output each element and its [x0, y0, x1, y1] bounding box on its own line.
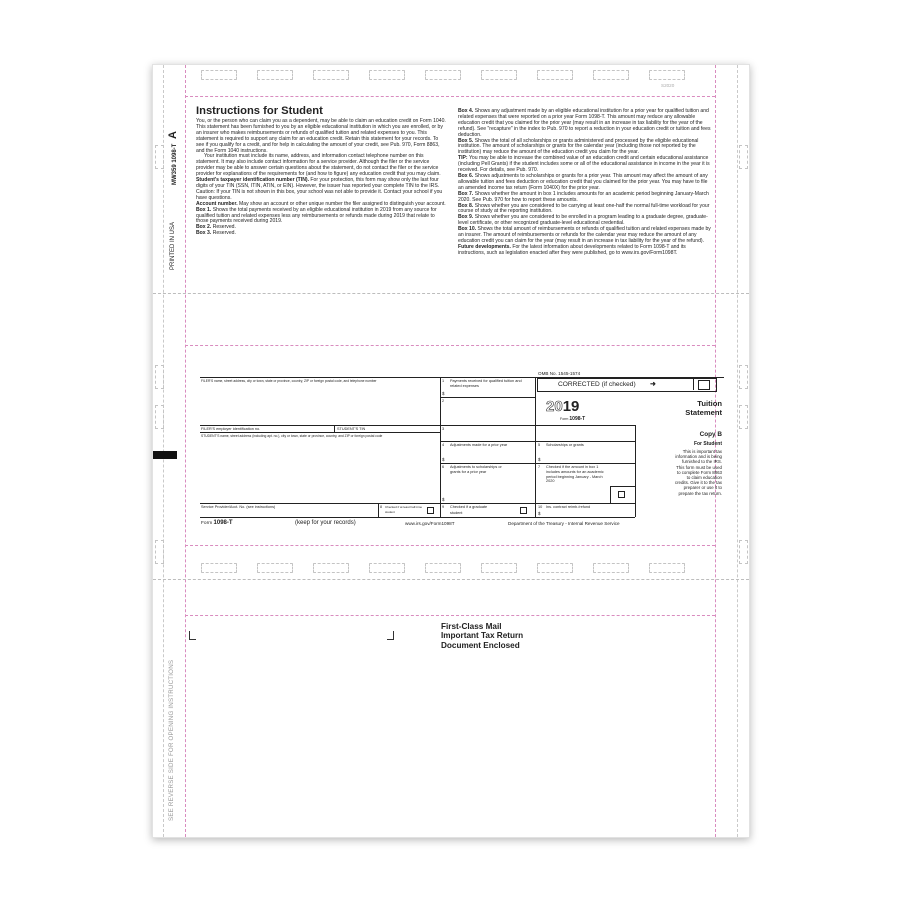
instruction-paragraph-text: Shows the total payments received by an eligible educational institution in 2019 from any source for qualified tuition and related expenses less any reimbursements or refunds made during 2019 that relate to those payments received during 2019.	[196, 206, 437, 225]
side-form-id-text: MW359 1098-T	[172, 143, 178, 185]
box-1-number: 1	[442, 379, 445, 383]
copy-letter: A	[167, 131, 179, 139]
footer-url: www.irs.gov/Form1098T	[405, 521, 455, 526]
tax-year-prefix: 20	[546, 398, 563, 415]
instruction-paragraph-heading: Box 1.	[196, 206, 212, 213]
feed-slot	[593, 70, 629, 80]
box-4-label: Adjustments made for a prior year	[450, 443, 508, 447]
form-code: S2020	[661, 83, 675, 88]
instruction-paragraph	[458, 227, 712, 245]
instruction-paragraph-heading: Box 2.	[196, 224, 212, 231]
instruction-paragraph-text: Shows whether you are considered to be carrying at least one-half the normal full-time workload for your course of study at the reporting institution.	[458, 202, 710, 215]
student-name-label: STUDENT'S name, street address (including apt. no.), city or town, state or province, country, and ZIP or foreign postal code	[201, 434, 383, 438]
form-label-small	[560, 416, 585, 422]
filer-ein-label: FILER'S employer identification no.	[201, 427, 261, 431]
side-slot	[155, 365, 164, 389]
printed-in-usa: PRINTED IN USA	[170, 221, 176, 270]
form-title-line-2: Statement	[685, 408, 722, 417]
instruction-paragraph-text: Shows the total amount of reimbursements or refunds of qualified tuition and related expenses made by an insurer. The amount of reimbursements or refunds for the calendar year may reduce the amount of any education credit you can claim for the year (may result in an increase in tax liability for the year of the refund).	[458, 226, 711, 244]
form-small-text: Form	[560, 417, 569, 421]
instruction-paragraph	[196, 119, 446, 154]
instruction-paragraph	[196, 208, 446, 226]
tax-year	[546, 398, 579, 415]
feed-slot	[481, 563, 517, 573]
instruction-paragraph-text: Shows any adjustment made by an eligible educational institution for a prior year for qualified tuition and related expenses that were reported on a prior year Form 1098-T. This amount may reduce any allowable education credit that you claimed for the prior year (may result in an increase in tax liability for the year of the refund). See "recapture" in the index to Pub. 970 to report a reduction in your education credit or tuition and fees deduction.	[458, 108, 711, 138]
feed-slot	[425, 70, 461, 80]
tax-year-suffix: 19	[562, 398, 580, 415]
instruction-paragraph-text: May show an account or other unique number the filer assigned to distinguish your account.	[237, 200, 446, 207]
instruction-paragraph-text: You may be able to increase the combined value of an education credit and certain educational assistance (including Pell Grants) if the student includes some or all of the educational assistance in income in the year it is received. For details, see Pub. 970.	[458, 155, 710, 174]
instruction-paragraph-text: For your protection, this form may show only the last four digits of your TIN (SSN, ITIN, ATIN, or EIN). However, the issuer has reported your complete TIN to the IRS. Caution: If your TIN is not shown in this box, your school was not able to provide it. Contact your school if you have questions.	[196, 177, 443, 201]
right-feed-guide	[737, 65, 738, 837]
instruction-paragraph-heading: Account number.	[196, 200, 238, 207]
instruction-paragraph	[458, 156, 712, 174]
instruction-paragraph-heading: TIP:	[458, 155, 468, 162]
side-slot	[739, 365, 748, 389]
footer-form-name: 1098-T	[213, 520, 233, 526]
instruction-paragraph-heading: Box 10.	[458, 226, 477, 233]
instruction-paragraph-text: Shows adjustments to scholarships or grants for a prior year. This amount may affect the amount of any allowable tuition and fees deduction or education credit that you claimed for the prior year. You may have to file an amended income tax return (Form 1040X) for the prior year.	[458, 172, 708, 191]
form-name-small: 1098-T	[569, 416, 586, 422]
opening-instructions: SEE REVERSE SIDE FOR OPENING INSTRUCTIONS	[168, 659, 175, 821]
box-5-label: Scholarships or grants	[546, 443, 584, 447]
instructions-heading: Instructions for Student	[196, 105, 323, 117]
instruction-paragraph-text: For the latest information about developments related to Form 1098-T and its instructions, such as legislation enacted after they were published, go to www.irs.gov/Form1098T.	[458, 243, 686, 256]
form-1098t	[200, 371, 724, 526]
instruction-paragraph-heading: Box 6.	[458, 172, 474, 179]
corrected-divider	[693, 378, 694, 390]
footer-form-text: Form	[201, 521, 213, 526]
alignment-mark	[153, 451, 177, 459]
box-4-dollar: $	[442, 457, 445, 462]
fold-line	[153, 293, 749, 294]
instructions-left-column	[196, 119, 446, 237]
corrected-label: CORRECTED (if checked)	[558, 381, 636, 388]
box-10-label: Ins. contract reimb./refund	[546, 505, 591, 509]
corrected-checkbox[interactable]	[698, 380, 710, 390]
side-slot	[155, 540, 164, 564]
box-7-checkbox[interactable]	[618, 491, 625, 498]
instructions-right-column	[458, 109, 712, 257]
side-slot	[739, 540, 748, 564]
lower-perforation	[185, 545, 715, 546]
instruction-paragraph-heading: Box 3.	[196, 230, 212, 237]
instruction-paragraph-text: Your institution must include its name, address, and information contact telephone number on this statement. It may also include contact information for a service provider. Although the filer or the service provider may be able to answer certain questions about the statement, do not contact the filer or the service provider for explanations of the requirements for (and how to figure) any education credit that you may claim.	[196, 153, 441, 178]
box-1-dollar: $	[442, 391, 445, 396]
box-6-number: 6	[442, 465, 445, 469]
left-perforation	[185, 65, 186, 837]
instruction-paragraph-heading: Box 5.	[458, 137, 474, 144]
box-9-label: Checked if a graduate student	[450, 505, 488, 515]
feed-slot	[313, 70, 349, 80]
mailer-label	[441, 622, 523, 650]
box-10-number: 10	[538, 505, 543, 509]
footer-department: Department of the Treasury - Internal Revenue Service	[508, 521, 620, 526]
window-corner-mark	[189, 631, 196, 640]
footer-form	[201, 520, 233, 526]
feed-slot	[369, 70, 405, 80]
box-6-dollar: $	[442, 497, 445, 502]
feed-slot	[593, 563, 629, 573]
instruction-paragraph-heading: Box 4.	[458, 108, 474, 114]
side-slot	[155, 145, 164, 169]
service-provider-label: Service Provider/Acct. No. (see instructions)	[201, 505, 276, 509]
form-title-line-1: Tuition	[697, 399, 722, 408]
box-10-dollar: $	[538, 511, 541, 516]
feed-slot	[649, 563, 685, 573]
feed-slot	[425, 563, 461, 573]
instruction-paragraph-heading: Future developments.	[458, 243, 511, 250]
instruction-paragraph	[458, 174, 712, 192]
copy-label: Copy B	[699, 431, 722, 438]
feed-slot	[257, 70, 293, 80]
box-3-number: 3	[442, 427, 445, 431]
instruction-paragraph-text: Reserved.	[211, 230, 236, 237]
mailer-perforation	[185, 615, 715, 616]
feed-slot	[369, 563, 405, 573]
mid-perforation	[185, 345, 715, 346]
feed-slot	[201, 563, 237, 573]
mailer-line-2: Important Tax Return	[441, 631, 524, 641]
instruction-paragraph	[196, 154, 446, 178]
box-1-label: Payments received for qualified tuition and related expenses	[450, 379, 522, 388]
instruction-paragraph	[196, 178, 446, 202]
instruction-paragraph-heading: Student's taxpayer identification number (TIN).	[196, 177, 310, 184]
box-8-label: Checked if at least half-time student	[385, 505, 423, 514]
instruction-paragraph-text: You, or the person who can claim you as a dependent, may be able to claim an education credit on Form 1040. This statement has been furnished to you by an eligible educational institution in which you are enrolled, or by an insurer who makes reimbursements or refunds of qualified tuition and related expenses to you. This statement is required to support any claim for an education credit. Retain this statement for your records. To see if you qualify for a credit, and for help in calculating the amount of your credit, see Pub. 970, Form 8863, and the Form 1040 instructions.	[196, 118, 446, 154]
instruction-paragraph-text: Shows whether the amount in box 1 includes amounts for an academic period beginning January-March 2020. See Pub. 970 for how to report these amounts.	[458, 190, 709, 203]
side-slot	[155, 405, 164, 429]
side-slot	[739, 405, 748, 429]
mailer-line-3: Document Enclosed	[441, 640, 520, 650]
feed-slot	[201, 70, 237, 80]
box-2-number: 2	[442, 399, 445, 403]
copy-note: This is important tax information and is being furnished to the IRS. This form must be used to complete Form 8863 to claim education credits. Give it to the tax preparer or use it to prepare the tax return.	[674, 449, 722, 496]
copy-for: For Student	[693, 441, 722, 447]
instruction-paragraph-text: Reserved.	[211, 224, 236, 231]
box-9-checkbox[interactable]	[520, 507, 527, 514]
instruction-paragraph	[458, 245, 712, 257]
instruction-paragraph-text: Shows the total of all scholarships or grants administered and processed by the eligible educational institution. The amount of scholarships or grants for the calendar year (including those not reported by the institution) may reduce the amount of the education credit you claim for the year.	[458, 137, 699, 156]
box-8-number: 8	[380, 505, 382, 509]
feed-slot	[257, 563, 293, 573]
side-form-id	[167, 131, 179, 185]
instruction-paragraph	[196, 231, 446, 237]
instruction-paragraph-heading: Box 8.	[458, 202, 474, 209]
instruction-paragraph-heading: Box 7.	[458, 190, 474, 197]
window-corner-mark	[387, 631, 394, 640]
footer-keep: (keep for your records)	[295, 520, 356, 526]
form-sheet	[152, 64, 750, 838]
instruction-paragraph-text: Shows whether you are considered to be enrolled in a program leading to a graduate degree, graduate-level certificate, or other recognized graduate-level educational credential.	[458, 214, 708, 227]
feed-slot	[481, 70, 517, 80]
instruction-paragraph	[458, 139, 712, 157]
feed-slot	[537, 563, 573, 573]
instruction-paragraph-heading: Box 9.	[458, 214, 474, 221]
right-arrow-icon: ➜	[650, 381, 656, 388]
feed-slot	[313, 563, 349, 573]
box-5-dollar: $	[538, 457, 541, 462]
form-title	[672, 399, 722, 417]
feed-slot	[537, 70, 573, 80]
box-9-number: 9	[442, 505, 445, 509]
top-perforation	[185, 96, 715, 97]
feed-slot	[649, 70, 685, 80]
box-8-checkbox[interactable]	[427, 507, 434, 514]
student-tin-label: STUDENT'S TIN	[337, 427, 366, 431]
side-slot	[739, 145, 748, 169]
filer-name-label: FILER'S name, street address, city or town, state or province, country, ZIP or foreign postal code, and telephone number	[201, 379, 377, 383]
box-7-number: 7	[538, 465, 541, 469]
box-5-number: 5	[538, 443, 541, 447]
instruction-paragraph	[458, 109, 712, 139]
fold-line	[153, 579, 749, 580]
omb-number: OMB No. 1545-1574	[538, 371, 581, 376]
box-6-label: Adjustments to scholarships or grants for a prior year	[450, 465, 502, 474]
box-4-number: 4	[442, 443, 445, 447]
mailer-line-1: First-Class Mail	[441, 622, 502, 631]
box-7-label: Checked if the amount in box 1 includes amounts for an academic period beginning January - March 2020	[546, 465, 604, 484]
